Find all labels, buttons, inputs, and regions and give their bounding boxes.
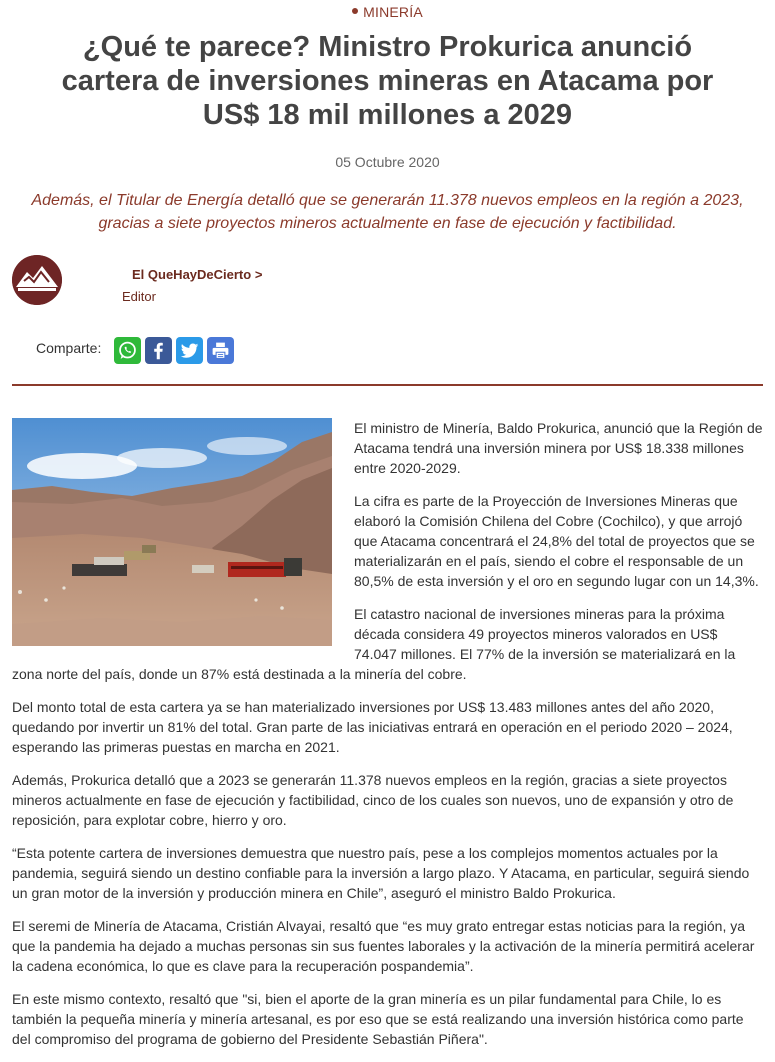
article-paragraph: El seremi de Minería de Atacama, Cristián Alvayai, resaltó que “es muy grato entregar estas noticias para la región, ya que la pandemia ha dejado a muchas personas sin sus fuentes laborales y la activación de la minería permitirá acelerar la cadena económica, lo que es clave para la recuperación pospandemia”. [12,918,755,974]
article-paragraph: En este mismo contexto, resaltó que "si, bien el aporte de la gran minería es un pilar fundamental para Chile, lo es también la pequeña minería y minería artesanal, es por eso que se está realizando una inversión histórica como parte del compromiso del programa de gobierno del Presidente Sebastián Piñera". [12,991,744,1047]
facebook-share-button[interactable] [145,337,172,364]
print-icon [210,340,231,361]
article-lead: Además, el Titular de Energía detalló que se generarán 11.378 nuevos empleos en la región a 2023, gracias a siete proyectos mineros actualmente en fase de ejecución y factibilidad. [31,192,744,232]
category-dot-icon [352,8,358,14]
article-title: ¿Qué te parece? Ministro Prokurica anunció cartera de inversiones mineras en Atacama por US$ 18 mil millones a 2029 [61,31,714,131]
author-role: Editor [122,289,156,304]
whatsapp-icon [117,340,138,361]
whatsapp-share-button[interactable] [114,337,141,364]
article-body [12,418,764,1062]
header-divider [12,384,763,386]
article-paragraph: El ministro de Minería, Baldo Prokurica, anunció que la Región de Atacama tendrá una inversión minera por US$ 18.338 millones entre 2020-2029. [354,420,763,476]
category-tag[interactable] [0,4,775,20]
twitter-icon [179,340,200,361]
mining-site-photo [12,418,332,646]
article-paragraph: La cifra es parte de la Proyección de Inversiones Mineras que elaboró la Comisión Chilena del Cobre (Cochilco), y que arrojó que Atacama concentrará el 24,8% del total de proyectos que se materializarán en el país, siendo el cobre el responsable de un 80,5% de esta inversión y el oro en segundo lugar con un 14,3%. [354,493,759,589]
article-paragraph: “Esta potente cartera de inversiones demuestra que nuestro país, pese a los complejos momentos actuales por la pandemia, seguirá siendo un destino confiable para la inversión a largo plazo. Y Atacama, en particular, seguirá siendo un gran motor de la inversión y producción minera en Chile”, aseguró el ministro Baldo Prokurica. [12,845,750,901]
article-paragraph: Del monto total de esta cartera ya se han materializado inversiones por US$ 13.483 millones antes del año 2020, quedando por invertir un 81% del total. Gran parte de las iniciativas entrará en operación en el periodo 2020 – 2024, esperando las primeras puestas en marcha en 2021. [12,699,733,755]
publish-date: 05 Octubre 2020 [335,154,440,170]
author-name-link[interactable]: El QueHayDeCierto > [132,267,263,282]
author-avatar[interactable] [12,255,62,305]
twitter-share-button[interactable] [176,337,203,364]
share-label: Comparte: [36,340,102,356]
print-button[interactable] [207,337,234,364]
facebook-icon [148,340,169,361]
article-paragraph: El catastro nacional de inversiones mineras para la próxima década considera 49 proyectos mineros valorados en US$ 74.047 millones. El 77% de la inversión se materializará en la zona norte del país, donde un 87% está destinada a la minería del cobre. [12,606,736,682]
category-label[interactable]: MINERÍA [363,4,423,20]
mountain-logo-icon [12,255,62,305]
article-paragraph: Además, Prokurica detalló que a 2023 se generarán 11.378 nuevos empleos en la región, gracias a siete proyectos mineros actualmente en fase de ejecución y factibilidad, cinco de los cuales son nuevos, uno de expansión y otro de reposición, para explotar cobre, hierro y oro. [12,772,734,828]
